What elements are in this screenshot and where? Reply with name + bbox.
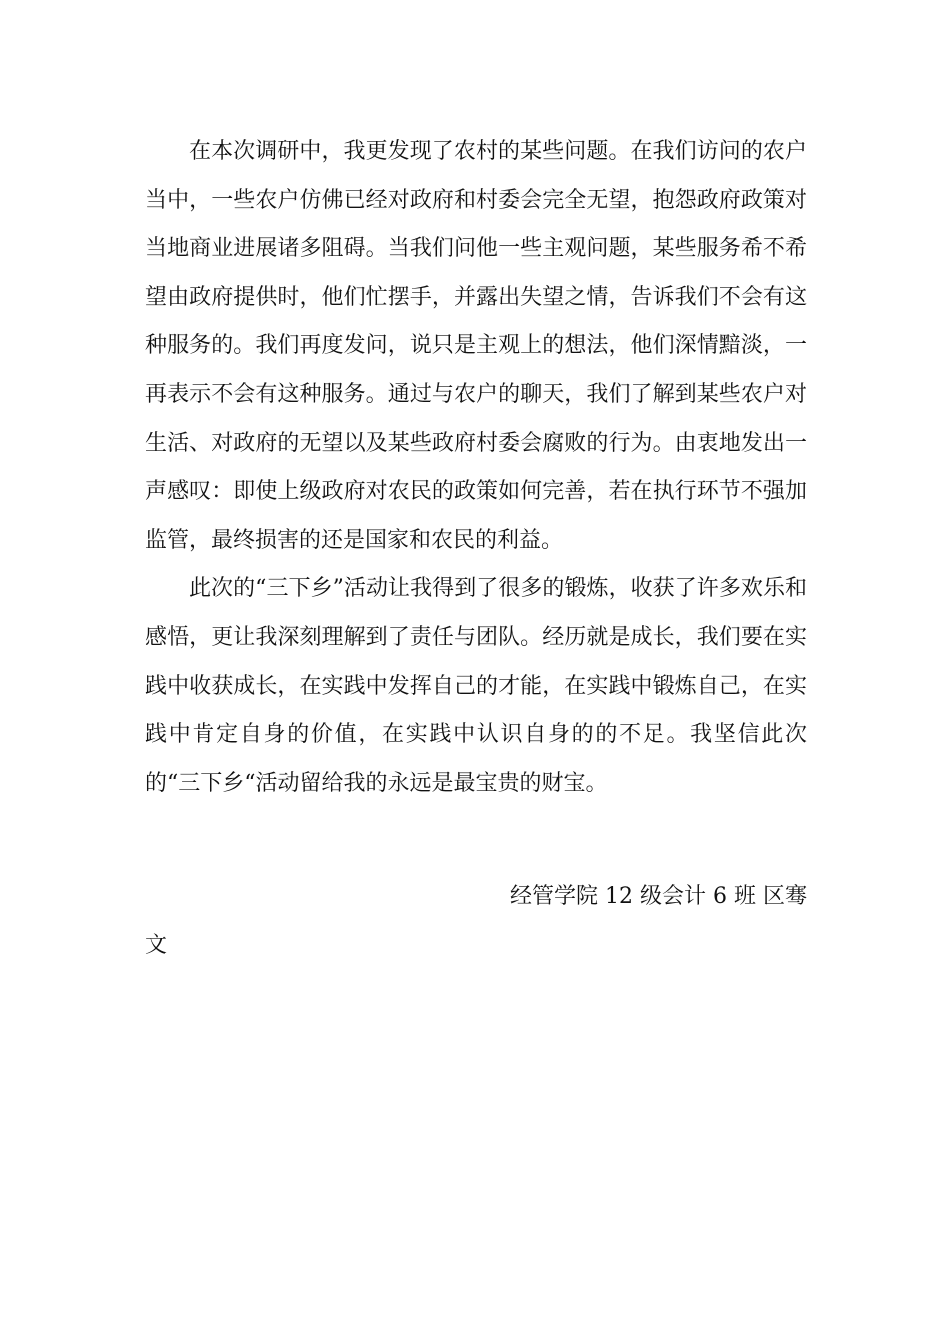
signature-line-2: 文 (145, 932, 168, 958)
signature-block (145, 873, 807, 970)
paragraph-activity-reflection: 此次的“三下乡”活动让我得到了很多的锻炼，收获了许多欢乐和感悟，更让我深刻理解到了责任与团队。经历就是成长，我们要在实践中收获成长，在实践中发挥自己的才能，在实践中锻炼自己，在实践中肯定自身的价值，在实践中认识自身的的不足。我坚信此次的“三下乡“活动留给我的永远是最宝贵的财宝。 (145, 576, 807, 796)
signature-line-1: 经管学院 12 级会计 6 班 区骞 (510, 884, 807, 909)
document-body (145, 128, 807, 808)
paragraph-survey-findings: 在本次调研中，我更发现了农村的某些问题。在我们访问的农户当中，一些农户仿佛已经对政府和村委会完全无望，抱怨政府政策对当地商业进展诸多阻碍。当我们问他一些主观问题，某些服务希不希望由政府提供时，他们忙摆手，并露出失望之情，告诉我们不会有这种服务的。我们再度发问，说只是主观上的想法，他们深情黯淡，一再表示不会有这种服务。通过与农户的聊天，我们了解到某些农户对生活、对政府的无望以及某些政府村委会腐败的行为。由衷地发出一声感叹：即使上级政府对农民的政策如何完善，若在执行环节不强加监管，最终损害的还是国家和农民的利益。 (145, 139, 807, 553)
